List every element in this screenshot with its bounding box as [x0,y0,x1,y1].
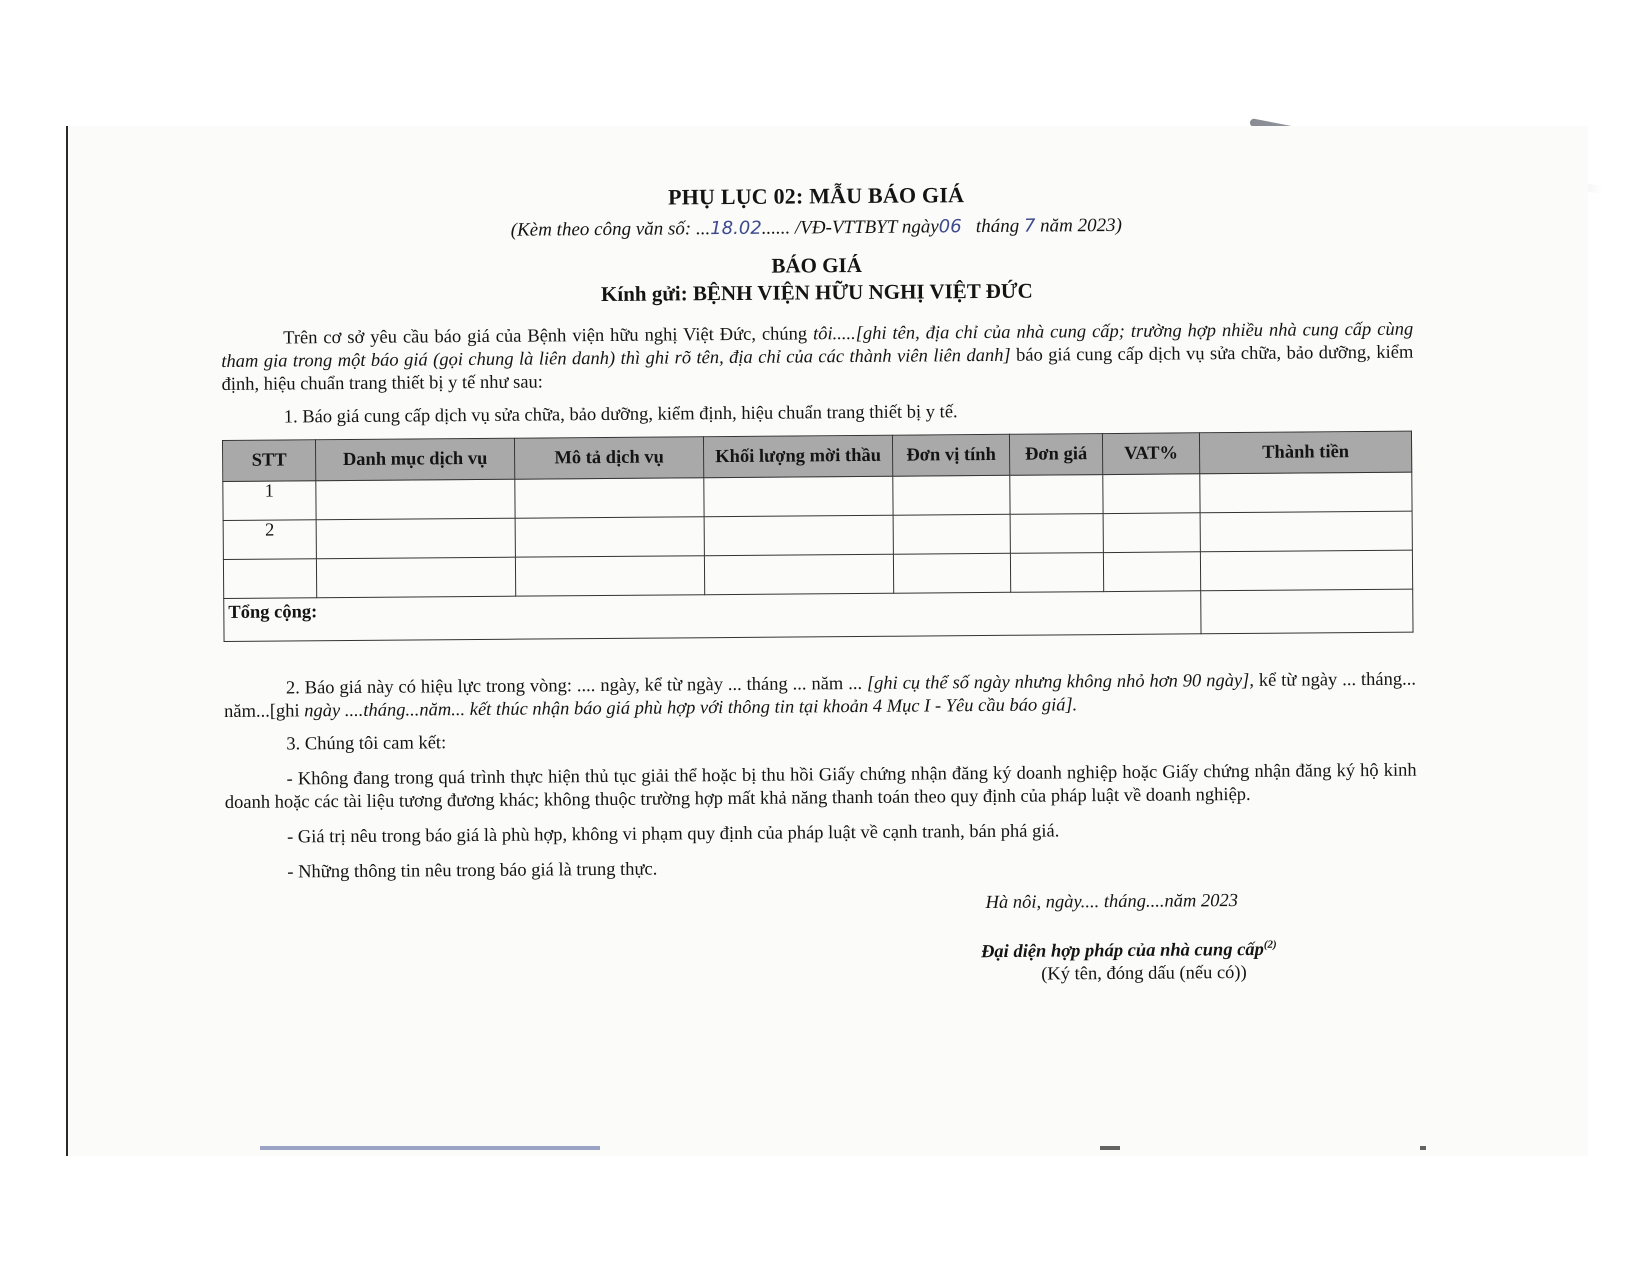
reference-prefix: (Kèm theo công văn số: ... [510,218,711,241]
total-label: Tổng cộng: [224,591,1201,642]
section-2 [224,669,1416,724]
table-cell[interactable] [893,475,1010,515]
col-quantity: Khối lượng mời thầu [703,435,892,477]
table-cell[interactable] [515,517,704,557]
col-service-list: Danh mục dịch vụ [315,438,514,481]
sign-stamp-note: (Ký tên, đóng dấu (nếu có)) [1041,962,1247,985]
table-cell[interactable] [1010,514,1103,554]
table-cell[interactable] [1200,550,1412,591]
table-cell[interactable] [316,479,515,520]
table-cell[interactable] [893,553,1010,593]
intro-end: báo giá cung cấp dịch vụ sửa chữa, bảo dưỡng, kiểm định, hiệu chuẩn trang thiết bị y tế như sau: [221,342,1414,395]
col-unit-price: Đơn giá [1009,434,1102,476]
table-cell[interactable] [704,515,893,555]
section-2-italic: [ghi cụ thể số ngày nhưng không nhỏ hơn 90 ngày], [866,670,1255,694]
signature-date: Hà nôi, ngày.... tháng....năm 2023 [985,891,1239,914]
section-2-plain: 2. Báo giá này có hiệu lực trong vòng: .... ngày, kể từ ngày ... tháng ... năm ... [285,673,868,699]
addressee: Kính gửi: BỆNH VIỆN HỮU NGHỊ VIỆT ĐỨC [600,278,1033,307]
table-cell[interactable] [1010,475,1103,515]
bottom-edge-marks [240,1146,1570,1158]
table-cell[interactable]: 1 [223,481,316,521]
table-cell[interactable] [1103,513,1200,553]
ink-smudge [1100,1146,1120,1150]
appendix-title: PHỤ LỤC 02: MẪU BÁO GIÁ [667,182,965,210]
document-body [220,179,1418,1009]
intro-italic: tôi.....[ghi tên, địa chỉ của nhà cung cấp; trường hợp nhiều nhà cung cấp cùng tham gia trong một báo giá (gọi chung là liên danh) thì ghi rõ tên, địa chỉ của các thành viên liên danh] [221,319,1414,372]
table-cell[interactable] [515,478,704,518]
ink-smudge [260,1146,600,1150]
col-stt: STT [222,440,315,482]
total-row [224,589,1413,641]
section-1: 1. Báo giá cung cấp dịch vụ sửa chữa, bảo dưỡng, kiểm định, hiệu chuẩn trang thiết bị y tế. [283,402,958,428]
representative-label: Đại diện hợp pháp của nhà cung cấp [980,939,1264,963]
table-cell[interactable] [1103,474,1200,514]
table-cell[interactable] [1010,553,1103,593]
table-cell[interactable]: 2 [223,520,316,560]
section-2-italic-2: ngày ....tháng...năm... kết thúc nhận báo giá phù hợp với thông tin tại khoản 4 Mục I - Yêu cầu báo giá]. [304,695,1078,722]
reference-suffix: năm 2023) [1040,214,1123,237]
handwritten-month: 7 [1023,215,1036,237]
representative-note: (2) [1263,938,1277,951]
table-cell[interactable] [316,518,515,559]
ink-smudge [1420,1146,1426,1150]
total-amount-cell[interactable] [1201,589,1413,634]
document-title: BÁO GIÁ [771,252,862,278]
col-service-description: Mô tả dịch vụ [514,437,703,479]
col-unit: Đơn vị tính [892,434,1009,476]
col-vat: VAT% [1102,433,1199,475]
quote-table [222,431,1414,642]
intro-plain: Trên cơ sở yêu cầu báo giá của Bệnh viện hữu nghị Việt Đức, chúng [283,324,814,349]
table-cell[interactable] [223,559,316,599]
table-cell[interactable] [893,514,1010,554]
table-cell[interactable] [1200,511,1412,552]
signature-block [226,890,1419,1009]
commitment-item: - Giá trị nêu trong báo giá là phù hợp, không vi phạm quy định của pháp luật về cạnh tranh, bán phá giá. [287,821,1060,848]
section-2-plain-2: kể từ ngày ... tháng... năm...[ghi [224,669,1416,722]
section-3-heading: 3. Chúng tôi cam kết: [286,733,447,755]
table-cell[interactable] [1103,552,1200,592]
handwritten-ref-number: 18.02 [710,217,762,240]
reference-line [220,213,1412,244]
legal-representative [981,939,1277,963]
table-cell[interactable] [704,476,893,516]
reference-month-label: tháng [975,215,1020,238]
intro-paragraph [221,319,1414,397]
table-cell[interactable] [1200,472,1412,513]
table-cell[interactable] [316,557,515,598]
table-cell[interactable] [704,554,893,594]
commitment-item: - Những thông tin nêu trong báo giá là trung thực. [287,859,658,883]
col-amount: Thành tiền [1199,431,1411,474]
commitment-item: - Không đang trong quá trình thực hiện thủ tục giải thể hoặc bị thu hồi Giấy chứng nhận đăng ký doanh nghiệp hoặc Giấy chứng nhận đăng ký hộ kinh doanh hoặc các tài liệu tương đương khác; không thuộc trường hợp mất khả năng thanh toán theo quy định của pháp luật về doanh nghiệp. [224,760,1417,813]
handwritten-day: 06 [938,216,962,238]
table-cell[interactable] [515,556,704,596]
reference-middle: ...... /VĐ-VTTBYT ngày [761,216,939,239]
